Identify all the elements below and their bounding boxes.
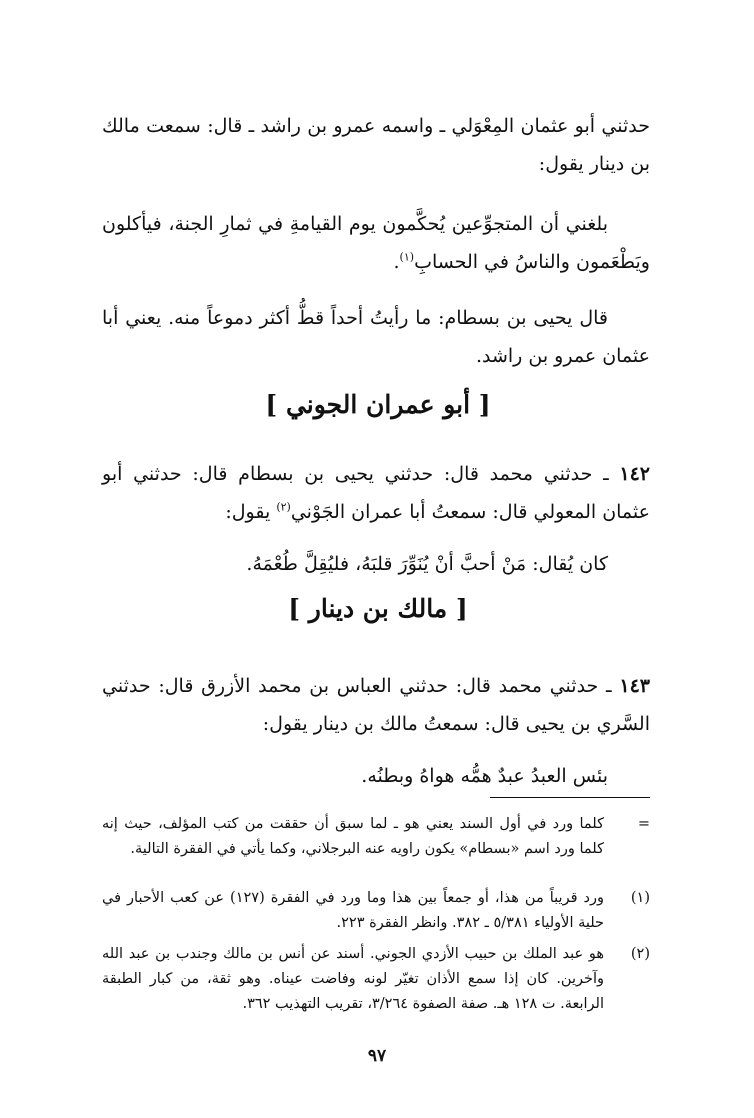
quote-1-text: بلغني أن المتجوِّعين يُحكَّمون يوم القيامةِ في ثمارِ الجنة، فيأكلون ويَطْعَمون والناسُ في الحسابِ [102,213,650,273]
paragraph-intro: حدثني أبو عثمان المِعْوَلي ـ واسمه عمرو بن راشد ـ قال: سمعت مالك بن دينار يقول: [102,115,650,175]
footnote-continued [102,812,650,862]
section-heading-abu-imran: [ أبو عمران الجوني ] [265,390,491,419]
quote-paragraph-1 [102,205,650,281]
footnote-1 [102,886,650,936]
entry-143-text: ـ حدثني محمد قال: حدثني العباس بن محمد الأزرق قال: حدثني السَّري بن يحيى قال: سمعتُ مالك بن دينار يقول: [102,675,650,735]
footnote-ref-1: (١) [399,250,415,264]
entry-142-text-end: يقول: [225,501,271,523]
footnote-mark: (٢) [630,946,650,962]
footnote-mark: = [637,816,650,832]
entry-143 [102,667,650,743]
footnote-divider [490,797,650,798]
quote-1-end: . [393,251,400,273]
footnote-mark: (١) [630,890,650,906]
footnote-text: كلما ورد في أول السند يعني هو ـ لما سبق أن حققت من كتب المؤلف، حيث إنه كلما ورد اسم «بسطام» يكون راويه عنه البرجلاني، وكما يأتي في الفقرة التالية. [102,816,604,857]
entry-142 [102,455,650,531]
entry-143-number: ١٤٣ [619,675,650,697]
footnote-2 [102,942,650,1017]
page-number: ٩٧ [367,1046,387,1066]
entry-143-quote: بئس العبدُ عبدٌ همُّه هواهُ وبطنُه. [361,765,608,787]
entry-142-text: ـ حدثني محمد قال: حدثني يحيى بن بسطام قال: حدثني أبو عثمان المعولي قال: سمعتُ أبا عمران الجَوْني [102,463,650,523]
footnote-ref-2: (٢) [276,500,291,514]
footnote-text: هو عبد الملك بن حبيب الأزدي الجوني. أسند عن أنس بن مالك وجندب بن عبد الله وآخرين. كان إذا سمع الأذان تغيّر لونه وفاضت عيناه. وهو ثقة، من كبار الطبقة الرابعة. ت ١٢٨ هـ. صفة الصفوة ٣/٢٦٤، تقريب التهذيب ٣٦٢. [102,946,604,1012]
paragraph-yahya: قال يحيى بن بسطام: ما رأيتُ أحداً قطُّ أكثر دموعاً منه. يعني أبا عثمان عمرو بن راشد. [102,307,650,367]
footnote-text: ورد قريباً من هذا، أو جمعاً بين هذا وما ورد في الفقرة (١٢٧) عن كعب الأحبار في حلية الأولياء ٥/٣٨١ ـ ٣٨٢. وانظر الفقرة ٢٢٣. [102,890,604,931]
section-heading-malik: [ مالك بن دينار ] [288,594,468,623]
entry-142-quote: كان يُقال: مَنْ أحبَّ أنْ يُنَوِّرَ قلبَهُ، فليُقِلَّ طُعْمَهُ. [246,553,608,575]
entry-142-number: ١٤٢ [619,463,650,485]
